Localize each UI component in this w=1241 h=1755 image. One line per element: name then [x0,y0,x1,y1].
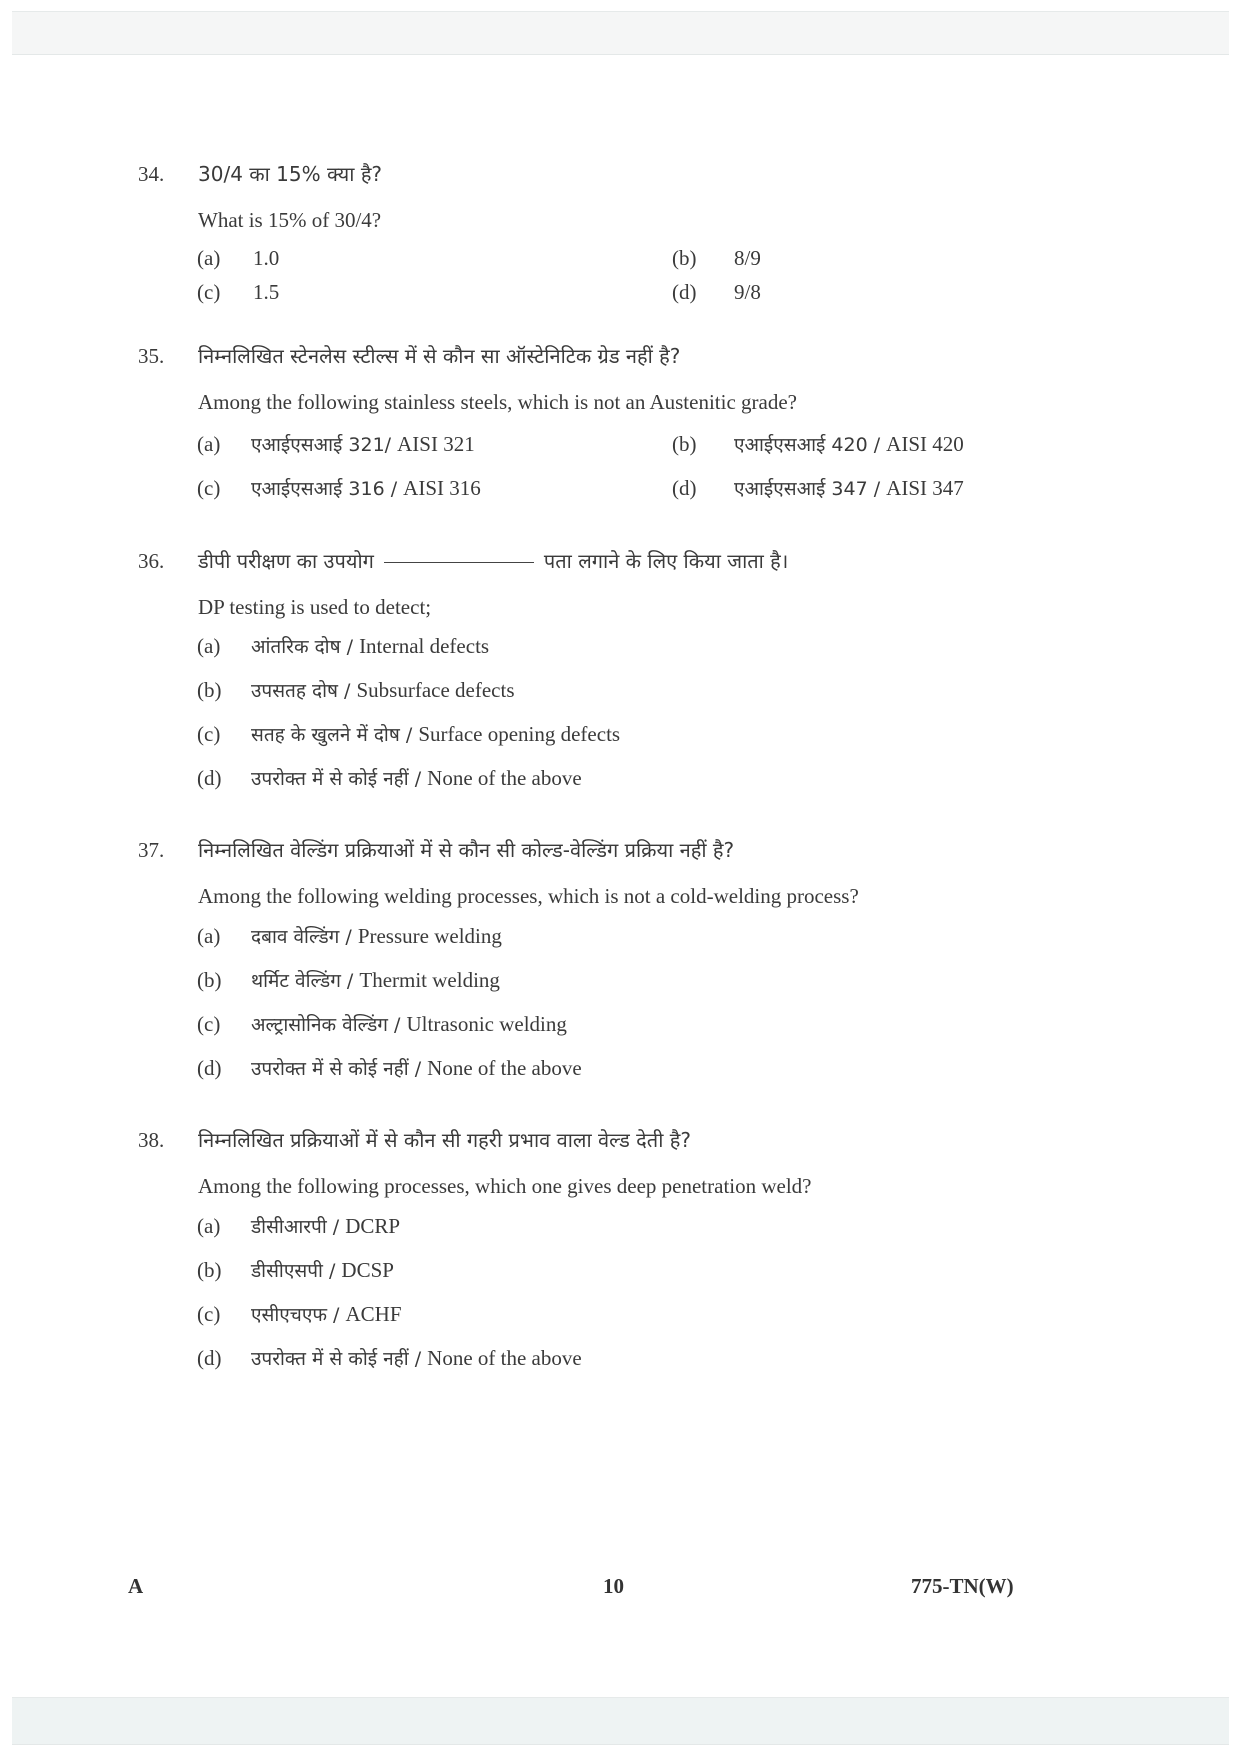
question-35 [138,334,1038,424]
question-text-hindi: डीपी परीक्षण का उपयोग [198,549,374,573]
option-text-english: AISI 316 [403,476,481,500]
option-text-hindi: उपरोक्त में से कोई नहीं / [251,768,422,790]
option-label: (c) [197,722,221,746]
option-label: (a) [197,1214,221,1238]
option-text-english: Surface opening defects [418,722,621,746]
option-label: (c) [197,1012,221,1036]
option-label: (a) [197,924,221,948]
option-text-hindi: दबाव वेल्डिंग / [251,926,352,948]
option-text-english: Thermit welding [359,968,500,992]
option-label: (d) [197,766,222,790]
option-text: 9/8 [734,280,761,304]
question-text-english: Among the following stainless steels, which is not an Austenitic grade? [198,390,797,414]
option-text-hindi: डीसीएसपी / [251,1260,336,1282]
option-label: (d) [672,280,697,304]
option-text-english: AISI 420 [886,432,964,456]
option-text-hindi: एआईएसआई 347 / [734,478,881,500]
question-34 [138,152,1038,242]
scan-border-bottom [12,1697,1229,1745]
option-text-hindi: अल्ट्रासोनिक वेल्डिंग / [251,1014,401,1036]
option-text-english: Ultrasonic welding [406,1012,567,1036]
option-text-hindi: थर्मिट वेल्डिंग / [251,970,354,992]
question-text-english: DP testing is used to detect; [198,595,432,619]
question-number: 38. [138,1128,165,1152]
question-number: 35. [138,344,165,368]
option-label: (d) [672,476,697,500]
footer-page-number: 10 [603,1574,624,1598]
question-37 [138,828,1038,918]
option-text-english: AISI 321 [397,432,475,456]
question-38 [138,1118,1038,1208]
footer-series: A [128,1574,144,1598]
question-text-hindi: निम्नलिखित वेल्डिंग प्रक्रियाओं में से कौन सी कोल्ड-वेल्डिंग प्रक्रिया नहीं है? [198,838,735,862]
option-text-hindi: डीसीआरपी / [251,1216,340,1238]
scan-border-top [12,11,1229,55]
option-text-english: None of the above [427,1056,582,1080]
option-text-hindi: उपरोक्त में से कोई नहीं / [251,1058,422,1080]
question-text-english: Among the following welding processes, which is not a cold-welding process? [198,884,859,908]
option-text-hindi: सतह के खुलने में दोष / [251,724,413,746]
question-text-hindi: निम्नलिखित स्टेनलेस स्टील्स में से कौन सा ऑस्टेनिटिक ग्रेड नहीं है? [198,344,681,368]
option-text: 8/9 [734,246,761,270]
option-text-english: Pressure welding [357,924,502,948]
option-text-english: ACHF [345,1302,402,1326]
option-label: (b) [672,432,697,456]
option-label: (c) [197,280,221,304]
option-label: (c) [197,476,221,500]
option-text: 1.5 [253,280,280,304]
option-text-hindi: आंतरिक दोष / [251,636,354,658]
question-text-hindi: 30/4 का 15% क्या है? [198,162,383,186]
option-label: (b) [672,246,697,270]
option-text-hindi: एसीएचएफ / [251,1304,340,1326]
option-label: (b) [197,968,222,992]
option-text-hindi: उपरोक्त में से कोई नहीं / [251,1348,422,1370]
option-label: (b) [197,1258,222,1282]
option-text-english: AISI 347 [886,476,964,500]
option-text-english: None of the above [427,1346,582,1370]
option-label: (d) [197,1056,222,1080]
option-text-english: None of the above [427,766,582,790]
question-text-hindi-cont: पता लगाने के लिए किया जाता है। [543,549,789,573]
option-label: (a) [197,634,221,658]
option-text-english: Internal defects [359,634,490,658]
fill-in-blank [384,562,534,563]
question-36 [138,539,1038,629]
option-text-hindi: एआईएसआई 321/ [251,434,392,456]
footer-paper-code: 775-TN(W) [911,1574,1014,1598]
option-label: (a) [197,432,221,456]
option-label: (a) [197,246,221,270]
question-number: 37. [138,838,165,862]
option-label: (c) [197,1302,221,1326]
option-label: (b) [197,678,222,702]
option-label: (d) [197,1346,222,1370]
option-text-hindi: एआईएसआई 316 / [251,478,398,500]
question-text-english: Among the following processes, which one gives deep penetration weld? [198,1174,812,1198]
question-text-english: What is 15% of 30/4? [198,208,382,232]
question-number: 34. [138,162,165,186]
option-text-hindi: उपसतह दोष / [251,680,351,702]
option-text: 1.0 [253,246,280,270]
question-text-hindi: निम्नलिखित प्रक्रियाओं में से कौन सी गहरी प्रभाव वाला वेल्ड देती है? [198,1128,691,1152]
option-text-english: Subsurface defects [356,678,515,702]
option-text-hindi: एआईएसआई 420 / [734,434,881,456]
option-text-english: DCRP [345,1214,401,1238]
question-number: 36. [138,549,165,573]
option-text-english: DCSP [341,1258,394,1282]
